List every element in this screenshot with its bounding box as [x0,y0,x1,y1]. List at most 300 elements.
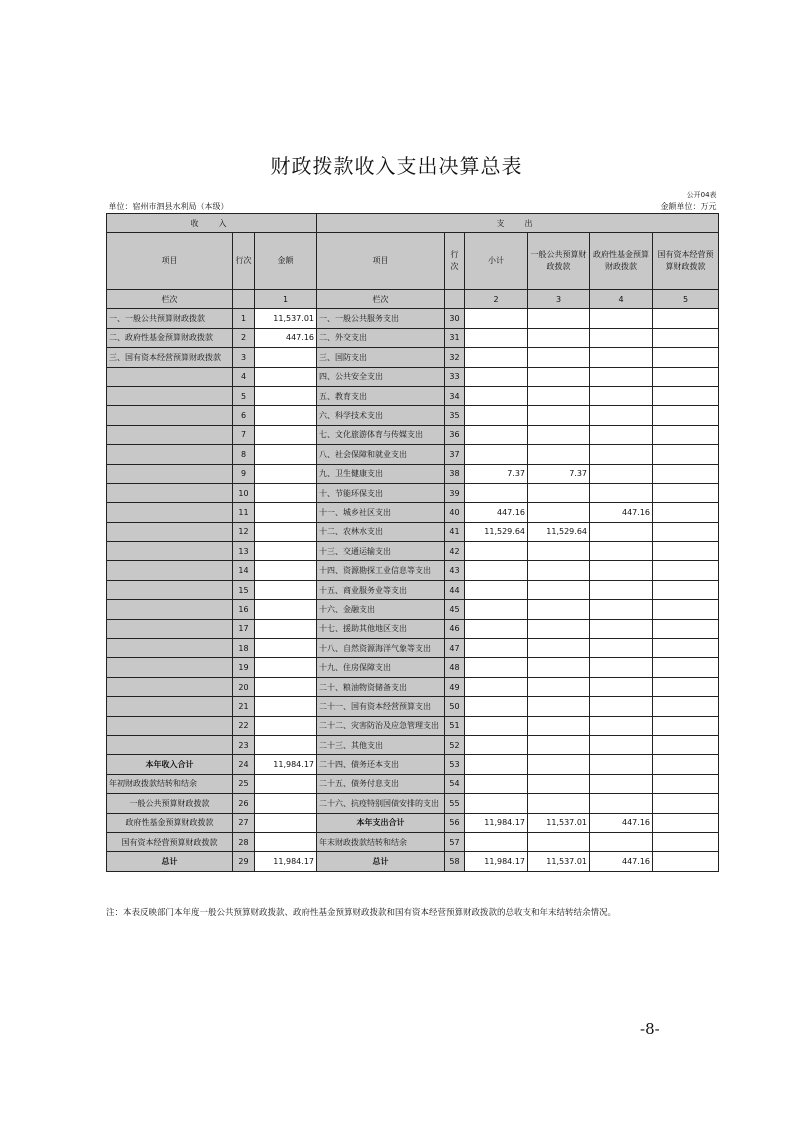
subtotal-cell [465,600,528,619]
state-capital-cell [653,852,719,871]
table-row [107,774,719,793]
state-capital-cell [653,348,719,367]
form-number: 公开04表 [686,191,717,199]
expense-item-cell: 九、卫生健康支出 [317,464,445,483]
subtotal-cell [465,716,528,735]
fund-budget-cell [590,328,653,347]
income-row-no-cell: 6 [233,406,255,425]
expense-header: 支 出 [317,214,719,233]
income-item-cell [107,425,233,444]
page-title: 财政拨款收入支出决算总表 [270,154,523,178]
general-budget-cell [528,774,590,793]
subtotal-cell [465,348,528,367]
table-row [107,542,719,561]
income-item-cell: 年初财政拨款结转和结余 [107,774,233,793]
expense-row-no-cell: 37 [445,445,465,464]
expense-row-no-cell: 33 [445,367,465,386]
expense-row-no-cell: 48 [445,658,465,677]
income-amount-cell [255,561,317,580]
table-row [107,425,719,444]
table-row [107,406,719,425]
fund-budget-cell [590,542,653,561]
table-row [107,367,719,386]
subtotal-cell [465,386,528,405]
expense-item-cell: 本年支出合计 [317,813,445,832]
income-amount-cell [255,445,317,464]
expense-row-no-cell: 41 [445,522,465,541]
expense-row-no-cell: 58 [445,852,465,871]
fund-budget-cell [590,522,653,541]
income-amount-cell: 447.16 [255,328,317,347]
state-capital-cell [653,677,719,696]
expense-row-no-cell: 30 [445,309,465,328]
state-capital-cell [653,619,719,638]
income-item-cell [107,600,233,619]
income-row-no-cell: 10 [233,483,255,502]
table-row [107,600,719,619]
expense-row-no-cell: 54 [445,774,465,793]
income-amount-cell [255,425,317,444]
subtotal-cell [465,619,528,638]
income-row-no-cell: 12 [233,522,255,541]
state-capital-cell [653,561,719,580]
general-budget-cell [528,445,590,464]
expense-row-no-header: 行次 [445,233,465,290]
general-budget-cell [528,483,590,502]
income-item-cell: 一般公共预算财政拨款 [107,794,233,813]
table-row [107,619,719,638]
fund-budget-cell [590,483,653,502]
subtotal-cell [465,542,528,561]
income-item-cell: 二、政府性基金预算财政拨款 [107,328,233,347]
income-item-cell [107,735,233,754]
state-capital-cell [653,522,719,541]
income-item-cell [107,406,233,425]
subtotal-cell [465,445,528,464]
expense-item-cell: 二、外交支出 [317,328,445,347]
income-item-cell [107,580,233,599]
income-item-cell: 总计 [107,852,233,871]
fund-budget-cell [590,794,653,813]
expense-item-cell: 十一、城乡社区支出 [317,503,445,522]
table-row [107,386,719,405]
unit-label: 单位：宿州市泗县水利局（本级） [107,200,465,214]
state-capital-cell [653,367,719,386]
expense-item-cell: 七、文化旅游体育与传媒支出 [317,425,445,444]
table-row [107,658,719,677]
column-no-5: 5 [653,290,719,309]
expense-row-no-cell: 39 [445,483,465,502]
income-row-no-cell: 25 [233,774,255,793]
income-amount-cell [255,813,317,832]
income-item-cell [107,503,233,522]
expense-row-no-cell: 35 [445,406,465,425]
income-row-no-cell: 5 [233,386,255,405]
income-item-cell [107,483,233,502]
income-row-no-cell: 14 [233,561,255,580]
state-capital-cell [653,580,719,599]
income-row-no-cell: 21 [233,697,255,716]
expense-row-no-cell: 56 [445,813,465,832]
income-header: 收 入 [107,214,317,233]
income-item-cell [107,367,233,386]
income-item-header: 项目 [107,233,233,290]
fund-budget-cell: 447.16 [590,503,653,522]
income-row-no-cell: 1 [233,309,255,328]
table-row [107,716,719,735]
income-item-cell [107,445,233,464]
income-row-no-cell: 23 [233,735,255,754]
table-row [107,677,719,696]
state-capital-cell [653,483,719,502]
subtotal-cell [465,639,528,658]
state-capital-cell [653,639,719,658]
table-row [107,735,719,754]
state-capital-header: 国有资本经营预算财政拨款 [653,233,719,290]
income-row-no-cell: 8 [233,445,255,464]
subtotal-cell [465,697,528,716]
expense-item-cell: 二十三、其他支出 [317,735,445,754]
income-row-no-cell: 15 [233,580,255,599]
fund-budget-cell [590,735,653,754]
expense-item-header: 项目 [317,233,445,290]
expense-item-cell: 一、一般公共服务支出 [317,309,445,328]
subtotal-cell: 11,984.17 [465,813,528,832]
column-no-2: 2 [465,290,528,309]
subtotal-cell [465,677,528,696]
fund-budget-cell [590,600,653,619]
expense-item-cell: 十九、住房保障支出 [317,658,445,677]
fund-budget-header: 政府性基金预算财政拨款 [590,233,653,290]
income-item-cell [107,697,233,716]
fund-budget-cell [590,406,653,425]
fund-budget-cell [590,445,653,464]
fund-budget-cell [590,677,653,696]
subtotal-cell: 11,984.17 [465,852,528,871]
income-item-cell [107,677,233,696]
general-budget-cell [528,639,590,658]
income-amount-cell [255,794,317,813]
income-row-no-cell: 22 [233,716,255,735]
expense-item-cell: 十三、交通运输支出 [317,542,445,561]
expense-item-cell: 十八、自然资源海洋气象等支出 [317,639,445,658]
expense-row-no-cell: 31 [445,328,465,347]
table-row [107,852,719,871]
subtotal-cell [465,483,528,502]
income-amount-cell [255,658,317,677]
fund-budget-cell [590,464,653,483]
fund-budget-cell [590,561,653,580]
income-item-cell [107,658,233,677]
subtotal-cell [465,406,528,425]
income-row-no-cell: 29 [233,852,255,871]
expense-row-no-cell: 36 [445,425,465,444]
table-row [107,445,719,464]
fiscal-appropriation-table [106,190,719,872]
income-amount-cell [255,677,317,696]
state-capital-cell [653,832,719,851]
income-item-cell [107,522,233,541]
subtotal-cell: 7.37 [465,464,528,483]
income-amount-cell [255,503,317,522]
income-amount-cell: 11,984.17 [255,852,317,871]
income-item-cell: 一、一般公共预算财政拨款 [107,309,233,328]
state-capital-cell [653,425,719,444]
state-capital-cell [653,503,719,522]
fund-budget-cell [590,716,653,735]
state-capital-cell [653,445,719,464]
state-capital-cell [653,716,719,735]
general-budget-cell [528,697,590,716]
income-amount-cell [255,697,317,716]
expense-row-no-cell: 44 [445,580,465,599]
expense-item-cell: 二十、粮油物资储备支出 [317,677,445,696]
expense-item-cell: 十七、援助其他地区支出 [317,619,445,638]
income-item-cell [107,464,233,483]
state-capital-cell [653,774,719,793]
fund-budget-cell: 447.16 [590,813,653,832]
fiscal-table-container [106,190,718,872]
column-no-3: 3 [528,290,590,309]
income-row-no-cell: 28 [233,832,255,851]
general-budget-cell [528,406,590,425]
income-amount-cell [255,386,317,405]
state-capital-cell [653,697,719,716]
income-item-cell: 本年收入合计 [107,755,233,774]
income-row-no-cell: 17 [233,619,255,638]
table-row [107,561,719,580]
general-budget-cell [528,309,590,328]
subtotal-cell [465,561,528,580]
subtotal-cell [465,328,528,347]
fund-budget-cell [590,774,653,793]
expense-row-no-cell: 40 [445,503,465,522]
expense-item-cell: 十四、资源勘探工业信息等支出 [317,561,445,580]
table-row [107,522,719,541]
income-item-cell [107,561,233,580]
income-row-no-cell: 26 [233,794,255,813]
income-row-no-cell: 24 [233,755,255,774]
expense-item-cell: 总计 [317,852,445,871]
subtotal-cell [465,832,528,851]
state-capital-cell [653,328,719,347]
income-item-cell [107,619,233,638]
subtotal-cell [465,774,528,793]
income-row-no-cell: 16 [233,600,255,619]
general-budget-cell [528,386,590,405]
general-budget-cell [528,755,590,774]
income-item-cell [107,542,233,561]
expense-row-no-cell: 51 [445,716,465,735]
income-amount-cell [255,542,317,561]
general-budget-cell: 11,529.64 [528,522,590,541]
expense-item-cell: 八、社会保障和就业支出 [317,445,445,464]
expense-item-cell: 十、节能环保支出 [317,483,445,502]
general-budget-header: 一般公共预算财政拨款 [528,233,590,290]
table-row [107,832,719,851]
expense-row-no-cell: 57 [445,832,465,851]
expense-item-cell: 四、公共安全支出 [317,367,445,386]
income-amount-cell [255,735,317,754]
general-budget-cell [528,600,590,619]
income-row-no-cell: 27 [233,813,255,832]
general-budget-cell [528,503,590,522]
subtotal-header: 小计 [465,233,528,290]
income-row-no-cell: 11 [233,503,255,522]
table-row [107,639,719,658]
income-row-no-cell: 20 [233,677,255,696]
income-row-no-cell: 3 [233,348,255,367]
fund-budget-cell [590,619,653,638]
income-item-cell [107,639,233,658]
fund-budget-cell [590,639,653,658]
table-row [107,813,719,832]
subtotal-cell: 447.16 [465,503,528,522]
general-budget-cell [528,542,590,561]
income-amount-cell [255,639,317,658]
income-amount-cell [255,600,317,619]
expense-item-cell: 十二、农林水支出 [317,522,445,541]
general-budget-cell [528,832,590,851]
table-row [107,464,719,483]
fund-budget-cell [590,309,653,328]
subtotal-cell [465,425,528,444]
income-amount-cell [255,774,317,793]
income-item-cell: 国有资本经营预算财政拨款 [107,832,233,851]
income-row-no-cell: 4 [233,367,255,386]
expense-row-no-cell: 42 [445,542,465,561]
fund-budget-cell [590,386,653,405]
income-row-no-cell: 13 [233,542,255,561]
income-amount-cell [255,367,317,386]
column-no-label: 栏次 [107,290,233,309]
expense-item-cell: 年末财政拨款结转和结余 [317,832,445,851]
income-amount-cell [255,348,317,367]
fund-budget-cell [590,697,653,716]
expense-row-no-cell: 47 [445,639,465,658]
expense-item-cell: 二十五、债务付息支出 [317,774,445,793]
state-capital-cell [653,658,719,677]
state-capital-cell [653,755,719,774]
income-amount-cell [255,464,317,483]
state-capital-cell [653,309,719,328]
expense-item-cell: 十六、金融支出 [317,600,445,619]
expense-item-cell: 二十六、抗疫特别国债安排的支出 [317,794,445,813]
income-amount-cell [255,522,317,541]
general-budget-cell: 11,537.01 [528,813,590,832]
state-capital-cell [653,735,719,754]
general-budget-cell [528,735,590,754]
expense-row-no-cell: 55 [445,794,465,813]
expense-row-no-cell: 46 [445,619,465,638]
income-row-no-header: 行次 [233,233,255,290]
expense-row-no-cell: 50 [445,697,465,716]
subtotal-cell [465,580,528,599]
general-budget-cell [528,794,590,813]
general-budget-cell [528,328,590,347]
expense-row-no-cell: 49 [445,677,465,696]
state-capital-cell [653,794,719,813]
general-budget-cell [528,677,590,696]
column-no-label: 栏次 [317,290,445,309]
income-amount-cell [255,406,317,425]
subtotal-cell [465,309,528,328]
fund-budget-cell [590,425,653,444]
table-row [107,309,719,328]
state-capital-cell [653,600,719,619]
income-row-no-cell: 2 [233,328,255,347]
general-budget-cell [528,658,590,677]
income-row-no-cell: 9 [233,464,255,483]
income-item-cell [107,386,233,405]
fund-budget-cell [590,367,653,386]
expense-row-no-cell: 53 [445,755,465,774]
income-amount-cell: 11,537.01 [255,309,317,328]
general-budget-cell [528,619,590,638]
income-row-no-cell: 18 [233,639,255,658]
expense-row-no-cell: 32 [445,348,465,367]
general-budget-cell [528,348,590,367]
table-row [107,580,719,599]
income-item-cell: 政府性基金预算财政拨款 [107,813,233,832]
income-amount-cell: 11,984.17 [255,755,317,774]
subtotal-cell: 11,529.64 [465,522,528,541]
table-row [107,503,719,522]
income-row-no-cell: 19 [233,658,255,677]
subtotal-cell [465,755,528,774]
general-budget-cell [528,367,590,386]
income-amount-cell [255,716,317,735]
table-row [107,483,719,502]
subtotal-cell [465,794,528,813]
state-capital-cell [653,386,719,405]
income-amount-cell [255,483,317,502]
general-budget-cell [528,425,590,444]
expense-row-no-cell: 43 [445,561,465,580]
table-note: 注：本表反映部门本年度一般公共预算财政拨款、政府性基金预算财政拨款和国有资本经营预算财政拨款的总收支和年末结转结余情况。 [106,908,617,918]
table-row [107,697,719,716]
fund-budget-cell [590,832,653,851]
subtotal-cell [465,658,528,677]
table-row [107,348,719,367]
fund-budget-cell: 447.16 [590,852,653,871]
income-item-cell: 三、国有资本经营预算财政拨款 [107,348,233,367]
table-row [107,755,719,774]
subtotal-cell [465,735,528,754]
income-row-no-cell: 7 [233,425,255,444]
state-capital-cell [653,464,719,483]
column-no-4: 4 [590,290,653,309]
subtotal-cell [465,367,528,386]
expense-item-cell: 六、科学技术支出 [317,406,445,425]
general-budget-cell: 7.37 [528,464,590,483]
general-budget-cell: 11,537.01 [528,852,590,871]
table-row [107,328,719,347]
expense-row-no-cell: 45 [445,600,465,619]
page-number: -8- [640,1020,660,1038]
income-amount-cell [255,580,317,599]
general-budget-cell [528,561,590,580]
expense-row-no-cell: 38 [445,464,465,483]
fund-budget-cell [590,348,653,367]
fund-budget-cell [590,580,653,599]
expense-row-no-cell: 52 [445,735,465,754]
income-amount-cell [255,619,317,638]
expense-item-cell: 十五、商业服务业等支出 [317,580,445,599]
fund-budget-cell [590,755,653,774]
income-amount-cell [255,832,317,851]
expense-item-cell: 二十二、灾害防治及应急管理支出 [317,716,445,735]
